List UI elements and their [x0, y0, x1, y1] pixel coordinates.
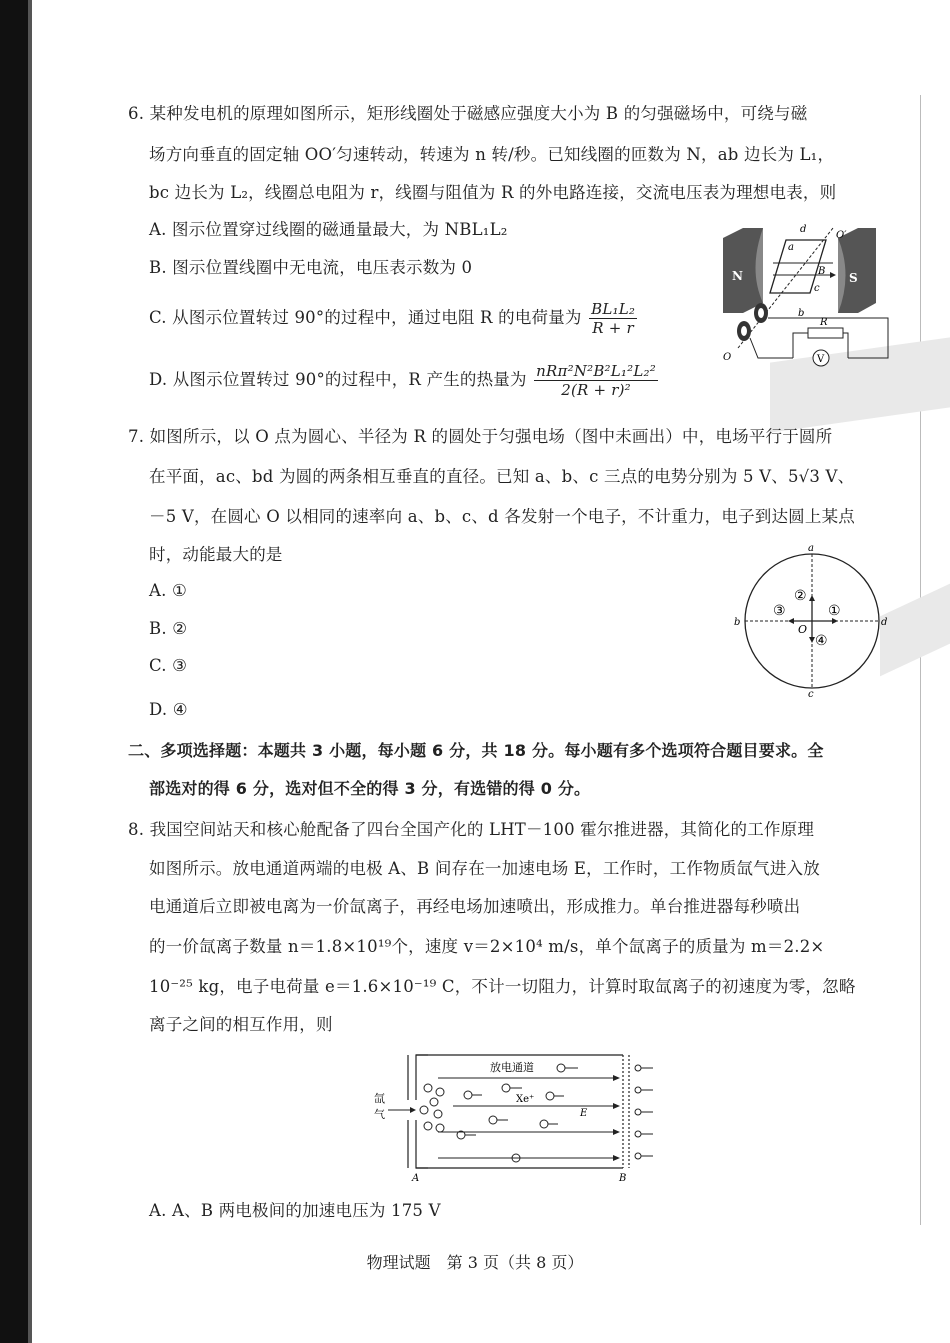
q6-option-b: B. 图示位置线圈中无电流，电压表示数为 0: [149, 258, 473, 277]
section-2-heading-line2: 部选对的得 6 分，选对但不全的得 3 分，有选错的得 0 分。: [149, 779, 591, 798]
gas-inlet-arrowhead: [410, 1107, 416, 1113]
q6-option-d-text: D. 从图示位置转过 90°的过程中，R 产生的热量为: [149, 370, 527, 389]
page-margin-line: [920, 95, 921, 1225]
q7-option-a: A. ①: [149, 581, 187, 600]
q8-stem-line2: 如图所示。放电通道两端的电极 A、B 间存在一加速电场 E，工作时，工作物质氙气进入放: [149, 859, 820, 878]
field-arrowhead: [613, 1075, 620, 1081]
label-a: a: [788, 242, 794, 253]
label-R: R: [820, 317, 828, 328]
q6-option-d: [149, 362, 658, 399]
q8-stem-line1: 8. 我国空间站天和核心舱配备了四台全国产化的 LHT－100 霍尔推进器，其简化的工作原理: [128, 820, 815, 839]
q7-option-d: D. ④: [149, 700, 188, 719]
label-N: N: [732, 269, 743, 283]
label-S: S: [849, 271, 858, 285]
q6-option-c-denominator: R + r: [592, 319, 634, 337]
q7-option-c: C. ③: [149, 656, 188, 675]
q8-stem-line4: 的一价氙离子数量 n＝1.8×10¹⁹个，速度 v＝2×10⁴ m/s，单个氙离子的质量为 m＝2.2×: [149, 937, 825, 956]
label-d: d: [800, 224, 807, 235]
label-gas-2: 气: [374, 1108, 385, 1121]
q6-option-d-fraction: [534, 362, 658, 399]
q6-option-c: [149, 300, 637, 337]
q8-stem-line3: 电通道后立即被电离为一价氙离子，再经电场加速喷出，形成推力。单台推进器每秒喷出: [149, 897, 801, 916]
q8-stem-line6: 离子之间的相互作用，则: [149, 1015, 333, 1034]
q7-stem-line1: 7. 如图所示，以 O 点为圆心、半径为 R 的圆处于匀强电场（图中未画出）中，电场平行于圆所: [128, 427, 833, 446]
xenon-atom: [434, 1110, 442, 1118]
circuit-wire: [793, 333, 808, 358]
q6-option-c-numerator: BL₁L₂: [591, 300, 636, 318]
label-d: d: [881, 617, 888, 628]
q7-stem-line2: 在平面，ac、bd 为圆的两条相互垂直的直径。已知 a、b、c 三点的电势分别为 5 V、5√3 V、: [149, 467, 855, 486]
xenon-atom: [430, 1098, 438, 1106]
slip-ring-hole: [741, 326, 747, 336]
q7-stem-line4: 时，动能最大的是: [149, 545, 283, 564]
q6-stem-line2: 场方向垂直的固定轴 OO′匀速转动，转速为 n 转/秒。已知线圈的匝数为 N，ab 边长为 L₁，: [149, 145, 835, 164]
circuit-wire: [750, 338, 793, 358]
q7-circle-figure: [730, 543, 890, 698]
q6-stem-line3: bc 边长为 L₂，线圈总电阻为 r，线圈与阻值为 R 的外电路连接，交流电压表为理想电表，则: [149, 183, 837, 202]
field-arrowhead: [613, 1103, 620, 1109]
xenon-atom: [424, 1122, 432, 1130]
page-footer: 物理试题 第 3 页（共 8 页）: [366, 1253, 584, 1272]
label-B: B: [619, 1173, 627, 1184]
label-E: E: [580, 1108, 588, 1119]
q7-stem-line3: －5 V，在圆心 O 以相同的速率向 a、b、c、d 各发射一个电子，不计重力，电子到达圆上某点: [149, 507, 855, 526]
label-V: V: [817, 354, 825, 365]
q6-stem-line1: 6. 某种发电机的原理如图所示，矩形线圈处于磁感应强度大小为 B 的匀强磁场中，可绕与磁: [128, 104, 808, 123]
electrode-A-upper: [416, 1055, 428, 1100]
q8-stem-line5: 10⁻²⁵ kg，电子电荷量 e＝1.6×10⁻¹⁹ C，不计一切阻力，计算时取氙离子的初速度为零，忽略: [149, 977, 856, 996]
scan-shadow: [880, 584, 950, 677]
label-a: a: [808, 543, 814, 554]
label-A: A: [412, 1173, 420, 1184]
q8-option-a: A. A、B 两电极间的加速电压为 175 V: [149, 1201, 441, 1220]
arrowhead-up: [809, 595, 815, 601]
scan-border-edge: [28, 0, 32, 1343]
marker-2: ②: [794, 588, 807, 604]
label-O: O: [798, 623, 808, 636]
marker-4: ④: [815, 633, 828, 649]
q6-option-d-numerator: nRπ²N²B²L₁²L₂²: [536, 362, 656, 380]
q6-generator-figure: [718, 218, 893, 368]
label-O-prime: O′: [836, 230, 847, 241]
field-arrowhead: [613, 1155, 620, 1161]
marker-1: ①: [828, 603, 841, 619]
xenon-atom: [420, 1106, 428, 1114]
label-channel: 放电通道: [490, 1061, 534, 1074]
field-arrow: [830, 272, 836, 278]
q8-thruster-figure: [368, 1050, 668, 1185]
q6-option-d-denominator: 2(R + r)²: [561, 381, 631, 399]
marker-3: ③: [773, 603, 786, 619]
slip-ring-hole: [758, 308, 764, 318]
label-B: B: [818, 266, 826, 277]
label-gas-1: 氙: [374, 1092, 385, 1105]
label-c: c: [814, 283, 820, 294]
section-2-heading-line1: 二、多项选择题：本题共 3 小题，每小题 6 分，共 18 分。每小题有多个选项符合题目要求。全: [128, 741, 824, 760]
arrowhead-left: [788, 618, 794, 624]
q7-option-b: B. ②: [149, 619, 188, 638]
label-O: O: [723, 352, 732, 363]
q6-option-c-text: C. 从图示位置转过 90°的过程中，通过电阻 R 的电荷量为: [149, 308, 582, 327]
label-c: c: [808, 689, 814, 698]
field-arrowhead: [613, 1129, 620, 1135]
xenon-atom: [436, 1124, 444, 1132]
electrode-A-lower: [416, 1120, 428, 1168]
label-b: b: [798, 308, 805, 319]
label-xe-ion: Xe⁺: [516, 1094, 535, 1105]
q6-option-a: A. 图示位置穿过线圈的磁通量最大，为 NBL₁L₂: [149, 220, 508, 239]
circuit-wire: [843, 333, 848, 358]
label-b: b: [734, 617, 741, 628]
xenon-atom: [436, 1088, 444, 1096]
q6-option-c-fraction: [589, 300, 637, 337]
scan-border: [0, 0, 28, 1343]
xenon-atom: [424, 1084, 432, 1092]
resistor: [808, 328, 843, 338]
